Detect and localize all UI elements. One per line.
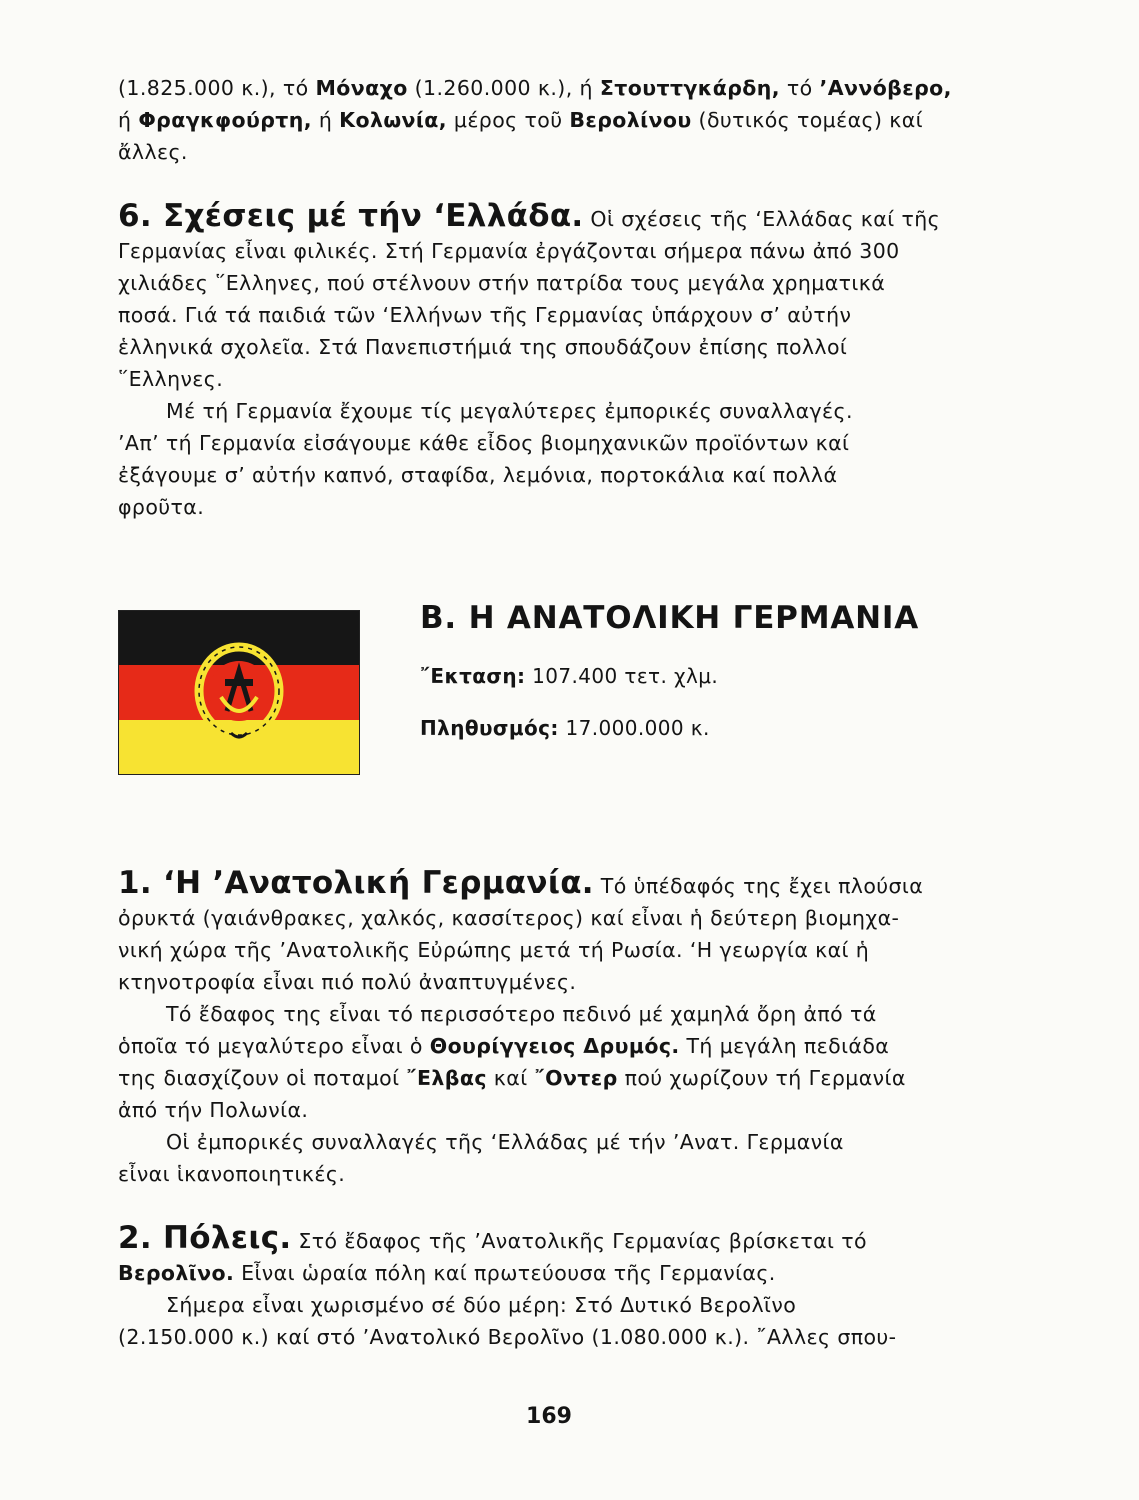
continued-paragraph xyxy=(118,72,980,168)
city-name: Βερολίνου xyxy=(569,108,692,132)
area-label: ῎Εκταση: xyxy=(420,664,526,688)
city-name: ’Αννόβερο, xyxy=(819,76,952,100)
text-line: εἶναι ἱκανοποιητικές. xyxy=(118,1162,346,1186)
text-line: ἄλλες. xyxy=(118,140,188,164)
text-line: Οἱ ἐμπορικές συναλλαγές τῆς ‘Ελλάδας μέ τήν ’Ανατ. Γερμανία xyxy=(166,1130,844,1154)
text-line: φροῦτα. xyxy=(118,495,205,519)
section-title: 2. Πόλεις. xyxy=(118,1220,292,1256)
section-cities xyxy=(118,1222,980,1353)
text-line xyxy=(118,200,980,235)
text-line: ῞Ελληνες. xyxy=(118,367,224,391)
text-line: ἀπό τήν Πολωνία. xyxy=(118,1098,309,1122)
text-line: Γερμανίας εἶναι φιλικές. Στή Γερμανία ἐργάζονται σήμερα πάνω ἀπό 300 xyxy=(118,239,900,263)
text-line xyxy=(118,867,980,902)
text-line: χιλιάδες ῞Ελληνες, πού στέλνουν στήν πατρίδα τους μεγάλα χρηματικά xyxy=(118,271,886,295)
text: ή xyxy=(118,108,139,132)
area-stat xyxy=(420,664,980,688)
text-line: Σήμερα εἶναι χωρισμένο σέ δύο μέρη: Στό Δυτικό Βερολῖνο xyxy=(166,1293,797,1317)
text: τό xyxy=(779,76,820,100)
city-name: Βερολῖνο. xyxy=(118,1261,235,1285)
section-east-germany xyxy=(118,867,980,1190)
text-line xyxy=(118,1222,980,1257)
river-name: ῎Ελβας xyxy=(406,1066,487,1090)
text: πού χωρίζουν τή Γερμανία xyxy=(617,1066,906,1090)
text-line: (2.150.000 κ.) καί στό ’Ανατολικό Βερολῖνο (1.080.000 κ.). ῎Αλλες σπου- xyxy=(118,1325,897,1349)
text-line: Τό ἔδαφος της εἶναι τό περισσότερο πεδινό μέ χαμηλά ὄρη ἀπό τά xyxy=(166,1002,877,1026)
text: Εἶναι ὡραία πόλη καί πρωτεύουσα τῆς Γερμανίας. xyxy=(234,1261,776,1285)
text: της διασχίζουν οἱ ποταμοί xyxy=(118,1066,407,1090)
section-relations-greece xyxy=(118,200,980,523)
east-germany-flag xyxy=(118,610,360,775)
text: καί xyxy=(486,1066,535,1090)
text-line: ἐξάγουμε σ’ αὐτήν καπνό, σταφίδα, λεμόνια, πορτοκάλια καί πολλά xyxy=(118,463,838,487)
text-line: νική χώρα τῆς ’Ανατολικῆς Εὐρώπης μετά τή Ρωσία. ‘Η γεωργία καί ἡ xyxy=(118,938,870,962)
page-number: 169 xyxy=(526,1404,572,1429)
text: (1.825.000 κ.), τό xyxy=(118,76,316,100)
text-line xyxy=(118,72,980,104)
area-value: 107.400 τετ. χλμ. xyxy=(525,664,719,688)
city-name: Φραγκφούρτη, xyxy=(138,108,312,132)
text-line xyxy=(118,1257,980,1289)
text-line: ὀρυκτά (γαιάνθρακες, χαλκός, κασσίτερος) καί εἶναι ἡ δεύτερη βιομηχα- xyxy=(118,906,900,930)
text: Τή μεγάλη πεδιάδα xyxy=(679,1034,890,1058)
city-name: Μόναχο xyxy=(315,76,408,100)
text-line: ποσά. Γιά τά παιδιά τῶν ‘Ελλήνων τῆς Γερμανίας ὑπάρχουν σ’ αὐτήν xyxy=(118,303,852,327)
river-name: ῎Οντερ xyxy=(534,1066,618,1090)
text-line: κτηνοτροφία εἶναι πιό πολύ ἀναπτυγμένες. xyxy=(118,970,577,994)
city-name: Κολωνία, xyxy=(339,108,447,132)
text: ή xyxy=(311,108,340,132)
text-line: ἑλληνικά σχολεῖα. Στά Πανεπιστήμιά της σπουδάζουν ἐπίσης πολλοί xyxy=(118,335,848,359)
emblem-icon xyxy=(189,637,289,749)
text: Οἱ σχέσεις τῆς ‘Ελλάδας καί τῆς xyxy=(583,207,941,231)
text: μέρος τοῦ xyxy=(446,108,570,132)
text-line xyxy=(118,1030,980,1062)
text-line: Μέ τή Γερμανία ἔχουμε τίς μεγαλύτερες ἐμπορικές συναλλαγές. xyxy=(166,399,853,423)
chapter-title: Β. Η ΑΝΑΤΟΛΙΚΗ ΓΕΡΜΑΝΙΑ xyxy=(420,600,920,636)
east-germany-heading xyxy=(420,600,980,768)
text: Στό ἔδαφος τῆς ’Ανατολικῆς Γερμανίας βρίσκεται τό xyxy=(291,1229,867,1253)
place-name: Θουρίγγειος Δρυμός. xyxy=(429,1034,680,1058)
text-line xyxy=(118,104,980,136)
text: Τό ὑπέδαφός της ἔχει πλούσια xyxy=(593,874,924,898)
text-line xyxy=(118,1062,980,1094)
population-value: 17.000.000 κ. xyxy=(558,716,710,740)
city-name: Στουττγκάρδη, xyxy=(599,76,780,100)
section-title: 6. Σχέσεις μέ τήν ‘Ελλάδα. xyxy=(118,198,584,234)
text: (δυτικός τομέας) καί xyxy=(691,108,923,132)
section-title: 1. ‘Η ’Ανατολική Γερμανία. xyxy=(118,865,594,901)
text: ὁποῖα τό μεγαλύτερο εἶναι ὁ xyxy=(118,1034,430,1058)
text: (1.260.000 κ.), ή xyxy=(407,76,600,100)
population-label: Πληθυσμός: xyxy=(420,716,559,740)
population-stat xyxy=(420,716,980,740)
text-line: ’Απ’ τή Γερμανία εἰσάγουμε κάθε εἶδος βιομηχανικῶν προϊόντων καί xyxy=(118,431,850,455)
